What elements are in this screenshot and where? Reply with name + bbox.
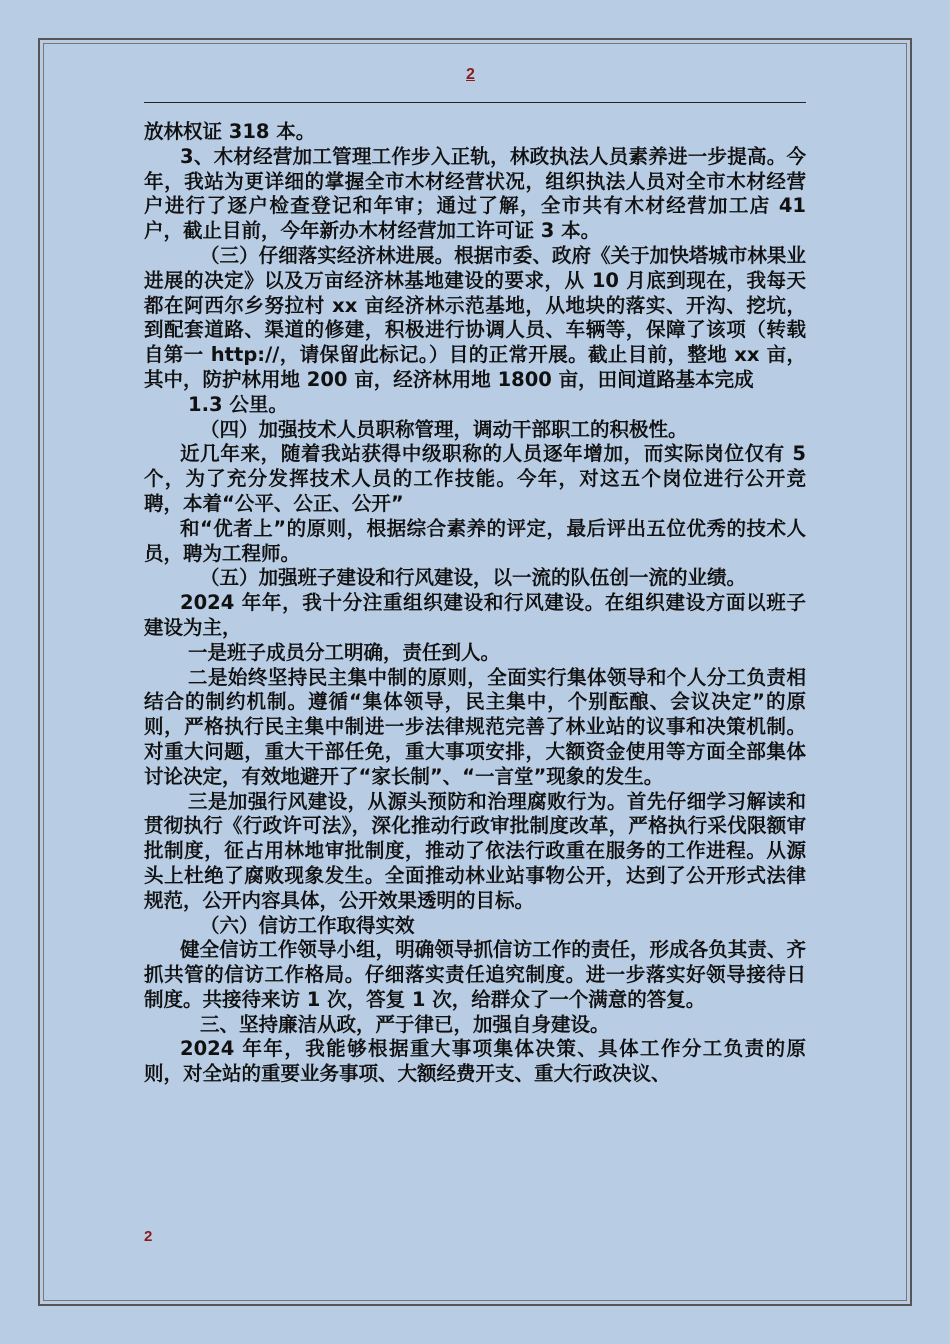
section-heading: （四）加强技术人员职称管理，调动干部职工的积极性。	[200, 417, 688, 441]
paragraph: 2024 年年，我能够根据重大事项集体决策、具体工作分工负责的原则，对全站的重要业务事项、大额经费开支、重大行政决议、	[144, 1037, 806, 1086]
paragraph: 1.3 公里。	[188, 392, 288, 416]
page-number-bottom: 2	[144, 1228, 153, 1245]
paragraph: 和“优者上”的原则，根据综合素养的评定，最后评出五位优秀的技术人员，聘为工程师。	[144, 516, 806, 565]
paragraph: 2024 年年，我十分注重组织建设和行风建设。在组织建设方面以班子建设为主，	[144, 591, 806, 639]
paragraph: 健全信访工作领导小组，明确领导抓信访工作的责任，形成各负其责、齐抓共管的信访工作格局。仔细落实责任追究制度。进一步落实好领导接待日制度。共接待来访 1 次，答复 1 次，给群众了一个满意的答复。	[144, 938, 806, 1011]
section-heading: 三、坚持廉洁从政，严于律已，加强自身建设。	[200, 1012, 610, 1036]
paragraph: 三是加强行风建设，从源头预防和治理腐败行为。首先仔细学习解读和贯彻执行《行政许可法》，深化推动行政审批制度改革，严格执行采伐限额审批制度，征占用林地审批制度，推动了依法行政重在服务的工作进程。从源头上杜绝了腐败现象发生。全面推动林业站事物公开，达到了公开形式法律规范，公开内容具体，公开效果透明的目标。	[144, 789, 806, 912]
paragraph: 近几年来，随着我站获得中级职称的人员逐年增加，而实际岗位仅有 5 个，为了充分发挥技术人员的工作技能。今年，对这五个岗位进行公开竞聘，本着“公平、公正、公开”	[144, 442, 806, 515]
section-heading: （五）加强班子建设和行风建设，以一流的队伍创一流的业绩。	[200, 566, 747, 590]
section-heading: （六）信访工作取得实效	[200, 913, 415, 937]
header-rule	[144, 102, 806, 103]
paragraph: 放林权证 318 本。	[144, 120, 316, 143]
page-number-top: 2	[466, 66, 475, 83]
paragraph: 一是班子成员分工明确，责任到人。	[188, 640, 501, 664]
document-body	[144, 120, 806, 1087]
paragraph: 二是始终坚持民主集中制的原则，全面实行集体领导和个人分工负责相结合的制约机制。遵循“集体领导，民主集中，个别酝酿、会议决定”的原则，严格执行民主集中制进一步法律规范完善了林业站的议事和决策机制。对重大问题，重大干部任免，重大事项安排，大额资金使用等方面全部集体讨论决定，有效地避开了“家长制”、“一言堂”现象的发生。	[144, 665, 806, 788]
paragraph: 3、木材经营加工管理工作步入正轨，林政执法人员素养进一步提高。今年，我站为更详细的掌握全市木材经营状况，组织执法人员对全市木材经营户进行了逐户检查登记和年审；通过了解，全市共有木材经营加工店 41 户，截止目前，今年新办木材经营加工许可证 3 本。	[144, 144, 806, 243]
section-heading: （三）仔细落实经济林进展。根据市委、政府《关于加快塔城市林果业进展的决定》以及万亩经济林基地建设的要求，从 10 月底到现在，我每天都在阿西尔乡努拉村 xx 亩经济林示范基地，从地块的落实、开沟、挖坑，到配套道路、渠道的修建，积极进行协调人员、车辆等，保障了该项（转载自第一 http://，请保留此标记。）目的正常开展。截止目前，整地 xx 亩，其中，防护林用地 200 亩，经济林用地 1800 亩，田间道路基本完成	[144, 243, 806, 391]
